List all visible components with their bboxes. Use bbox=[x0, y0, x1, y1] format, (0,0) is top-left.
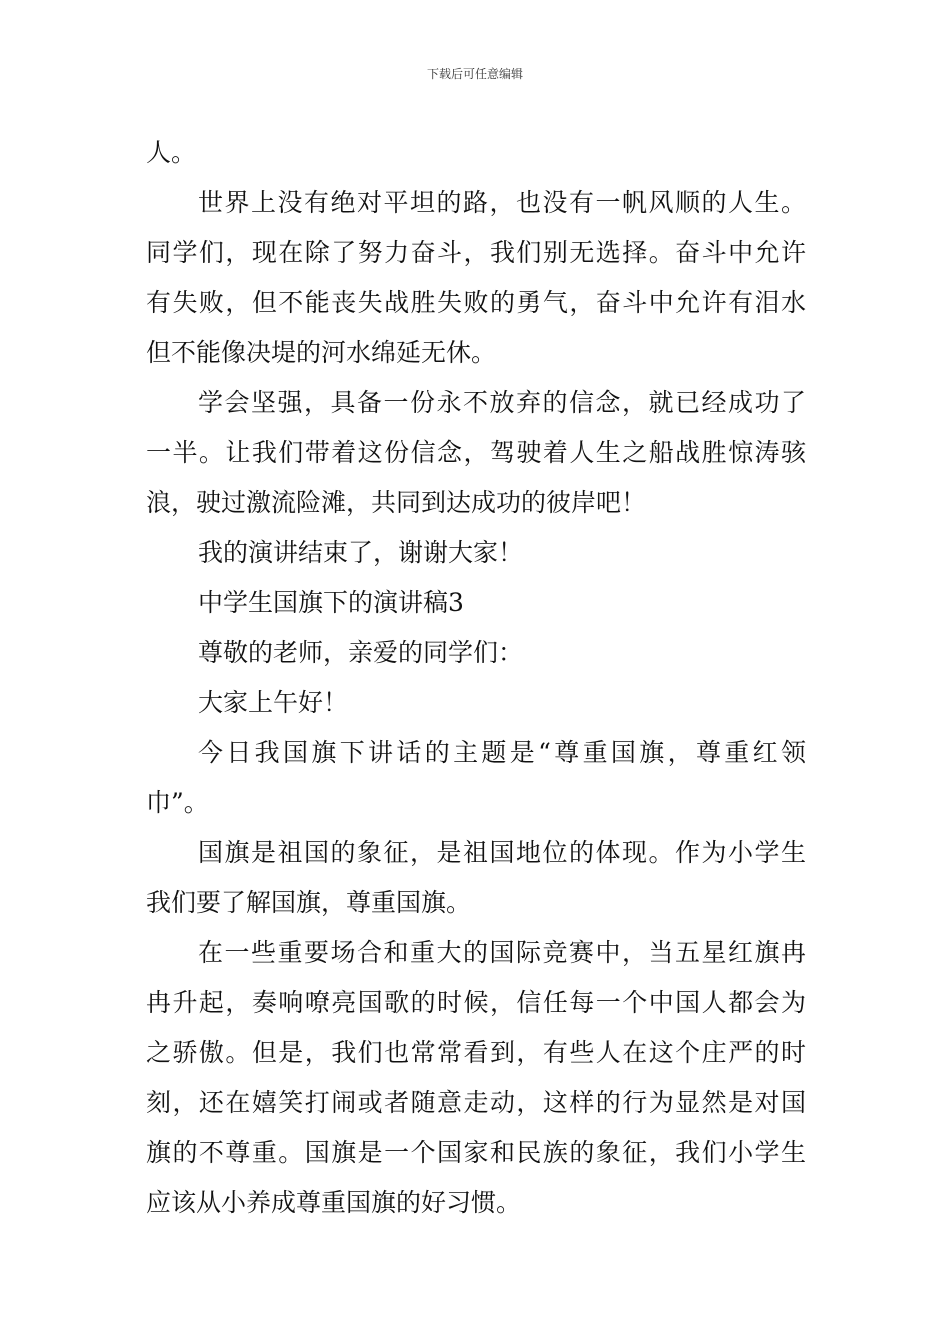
text-line: 人。 bbox=[146, 138, 197, 167]
text-line: 巾”。 bbox=[146, 788, 209, 817]
text-line: 在一些重要场合和重大的国际竞赛中，当五星红旗冉 bbox=[198, 938, 806, 967]
text-line: 我的演讲结束了，谢谢大家！ bbox=[198, 538, 524, 567]
text-line: 刻，还在嬉笑打闹或者随意走动，这样的行为显然是对国 bbox=[146, 1088, 806, 1117]
document-body bbox=[146, 128, 806, 1228]
page-header: 下载后可任意编辑 bbox=[426, 67, 523, 81]
text-line: 同学们，现在除了努力奋斗，我们别无选择。奋斗中允许 bbox=[146, 238, 806, 267]
text-line: 一半。让我们带着这份信念，驾驶着人生之船战胜惊涛骇 bbox=[146, 438, 806, 467]
salutation: 尊敬的老师，亲爱的同学们： bbox=[198, 638, 524, 667]
text-line: 冉升起，奏响嘹亮国歌的时候，信任每一个中国人都会为 bbox=[146, 988, 806, 1017]
section-title: 中学生国旗下的演讲稿3 bbox=[198, 588, 464, 617]
text-line: 应该从小养成尊重国旗的好习惯。 bbox=[146, 1188, 522, 1217]
text-line: 旗的不尊重。国旗是一个国家和民族的象征，我们小学生 bbox=[146, 1138, 806, 1167]
text-line: 今日我国旗下讲话的主题是“尊重国旗，尊重红领 bbox=[198, 738, 806, 767]
text-line: 国旗是祖国的象征，是祖国地位的体现。作为小学生 bbox=[198, 838, 806, 867]
text-line: 我们要了解国旗，尊重国旗。 bbox=[146, 888, 472, 917]
text-line: 但不能像决堤的河水绵延无休。 bbox=[146, 338, 497, 367]
text-line: 世界上没有绝对平坦的路，也没有一帆风顺的人生。 bbox=[198, 188, 806, 217]
text-line: 之骄傲。但是，我们也常常看到，有些人在这个庄严的时 bbox=[146, 1038, 806, 1067]
text-line: 有失败，但不能丧失战胜失败的勇气，奋斗中允许有泪水 bbox=[146, 288, 806, 317]
text-line: 浪，驶过激流险滩，共同到达成功的彼岸吧！ bbox=[146, 488, 647, 517]
text-line: 学会坚强，具备一份永不放弃的信念，就已经成功了 bbox=[198, 388, 806, 417]
greeting: 大家上午好！ bbox=[198, 688, 349, 717]
